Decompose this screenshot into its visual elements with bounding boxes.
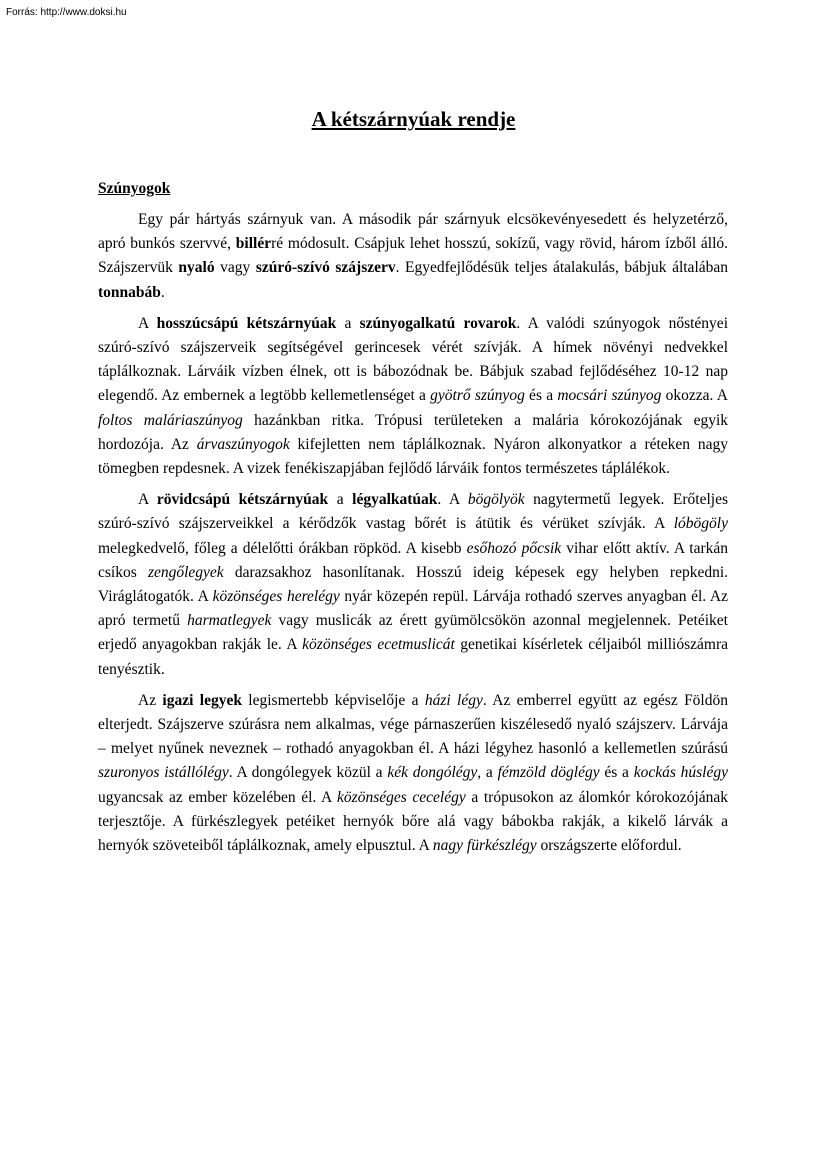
italic-term: kék dongólégy	[387, 764, 478, 782]
bold-term: rövidcsápú kétszárnyúak	[156, 491, 329, 509]
text-run: darazsakhoz hasonlítanak. Hosszú ideig képesek egy helyben repkedni. Viráglátogatók. A	[98, 563, 729, 606]
text-run: legismertebb képviselője a	[241, 691, 425, 709]
paragraph	[98, 488, 728, 682]
text-run: nagytermetű legyek. Erőteljes szúró-szívó szájszerveikkel a kérődzők vastag bőrét is átütik és vérüket szívják. A	[98, 491, 728, 533]
text-run: okozza. A	[661, 387, 729, 405]
text-run: . Egyedfejlődésük teljes átalakulás, bábjuk általában	[395, 259, 729, 277]
text-run: , a	[477, 764, 498, 782]
text-run: hazánkban ritka. Trópusi területeken a malária kórokozójának egyik hordozója. Az	[98, 411, 729, 453]
italic-term: közönséges herelégy	[212, 588, 340, 606]
bold-term: billér	[235, 235, 272, 253]
paragraph	[98, 208, 728, 305]
bold-term: hosszúcsápú kétszárnyúak	[156, 314, 337, 332]
text-run: . A valódi szúnyogok nőstényei szúró-szívó szájszerveik segítségével gerincesek vérét szívják. A hímek növényi nedvekkel táplálkoznak. Lárváik vízben élnek, ott is bábozódnak be. Bábjuk szabad fejlődéséhez 10-12 nap elegendő. Az embernek a legtöbb kellemetlenséget a	[98, 314, 728, 405]
bold-term: légyalkatúak	[352, 491, 438, 509]
text-run: genetikai kísérletek céljaiból milliószámra tenyésztik.	[98, 636, 728, 678]
bold-term: szúró-szívó szájszerv	[255, 259, 396, 277]
body-text	[98, 208, 728, 865]
italic-term: szuronyos istállólégy	[98, 764, 229, 782]
text-run: ré módosult. Csápjuk lehet hosszú, sokízű, vagy rövid, három ízből álló. Szájszervük	[98, 235, 729, 277]
italic-term: közönséges ecetmuslicát	[302, 636, 455, 654]
text-run: nyár közepén repül. Lárvája rothadó szerves anyagban él. Az apró termetű	[98, 588, 728, 630]
text-run: és a	[524, 387, 558, 405]
text-run: Az	[138, 691, 163, 709]
text-run: vihar előtt aktív. A tarkán csíkos	[98, 539, 729, 581]
italic-term: kockás húslégy	[633, 764, 728, 782]
text-run: melegkedvelő, főleg a délelőtti órákban röpköd. A kisebb	[98, 539, 467, 557]
text-run: vagy muslicák az érett gyümölcsökön azonnal megjelennek. Petéiket erjedő anyagokban rakják le. A	[98, 612, 728, 654]
bold-term: nyaló	[178, 259, 215, 277]
bold-term: szúnyogalkatú rovarok	[359, 314, 517, 332]
text-run: ugyancsak az ember közelében él. A	[98, 788, 338, 806]
text-run: A	[138, 314, 157, 332]
text-run: kifejletten nem táplálkoznak. Nyáron alkonyatkor a réteken nagy tömegben repdesnek. A vizek fenékiszapjában fejlődő lárváik fontos természetes táplálékok.	[98, 435, 728, 478]
text-run: vagy	[214, 259, 256, 277]
page-title: A kétszárnyúak rendje	[311, 107, 516, 131]
text-run: a trópusokon az álomkór kórokozójának terjesztője. A fürkészlegyek petéiket hernyók bőre alá vagy bábokba rakják, a kikelő lárvák a hernyók szöveteiből táplálkoznak, amely elpusztul. A	[98, 788, 729, 855]
italic-term: esőhozó pőcsik	[466, 539, 562, 557]
paragraph	[98, 689, 728, 858]
italic-term: árvaszúnyogok	[196, 435, 290, 453]
italic-term: nagy fürkészlégy	[432, 837, 537, 855]
section-heading: Szúnyogok	[98, 180, 171, 197]
text-run: országszerte előfordul.	[536, 837, 682, 855]
italic-term: házi légy	[424, 691, 483, 709]
text-run: A	[138, 491, 157, 509]
text-run: . Az emberrel együtt az egész Földön elterjedt. Szájszerve szúrásra nem alkalmas, vége párnaszerűen kiszélesedő nyaló szájszerv. Lárvája – melyet nyűnek neveznek – rothadó anyagokban él. A házi légyhez hasonló a kellemetlen szúrású	[98, 691, 728, 758]
text-run: a	[336, 314, 360, 332]
italic-term: bögölyök	[467, 491, 525, 509]
italic-term: mocsári szúnyog	[557, 387, 662, 405]
italic-term: zengőlegyek	[147, 563, 224, 581]
text-run: . A dongólegyek közül a	[228, 764, 388, 782]
italic-term: közönséges cecelégy	[337, 788, 466, 806]
italic-term: harmatlegyek	[187, 612, 272, 630]
text-run: Egy pár hártyás szárnyuk van. A második pár szárnyuk elcsökevényesedett és helyzetérző, apró bunkós szervvé,	[98, 211, 728, 253]
paragraph	[98, 312, 728, 481]
italic-term: fémzöld döglégy	[497, 764, 600, 782]
italic-term: lóbögöly	[673, 515, 728, 533]
text-run: és a	[599, 764, 634, 782]
text-run: .	[160, 283, 165, 301]
italic-term: gyötrő szúnyog	[430, 387, 525, 405]
text-run: a	[328, 491, 353, 509]
italic-term: foltos maláriaszúnyog	[98, 411, 243, 429]
bold-term: igazi legyek	[162, 691, 242, 709]
text-run: . A	[437, 491, 468, 509]
source-label: Forrás: http://www.doksi.hu	[6, 7, 127, 18]
bold-term: tonnabáb	[98, 283, 161, 301]
